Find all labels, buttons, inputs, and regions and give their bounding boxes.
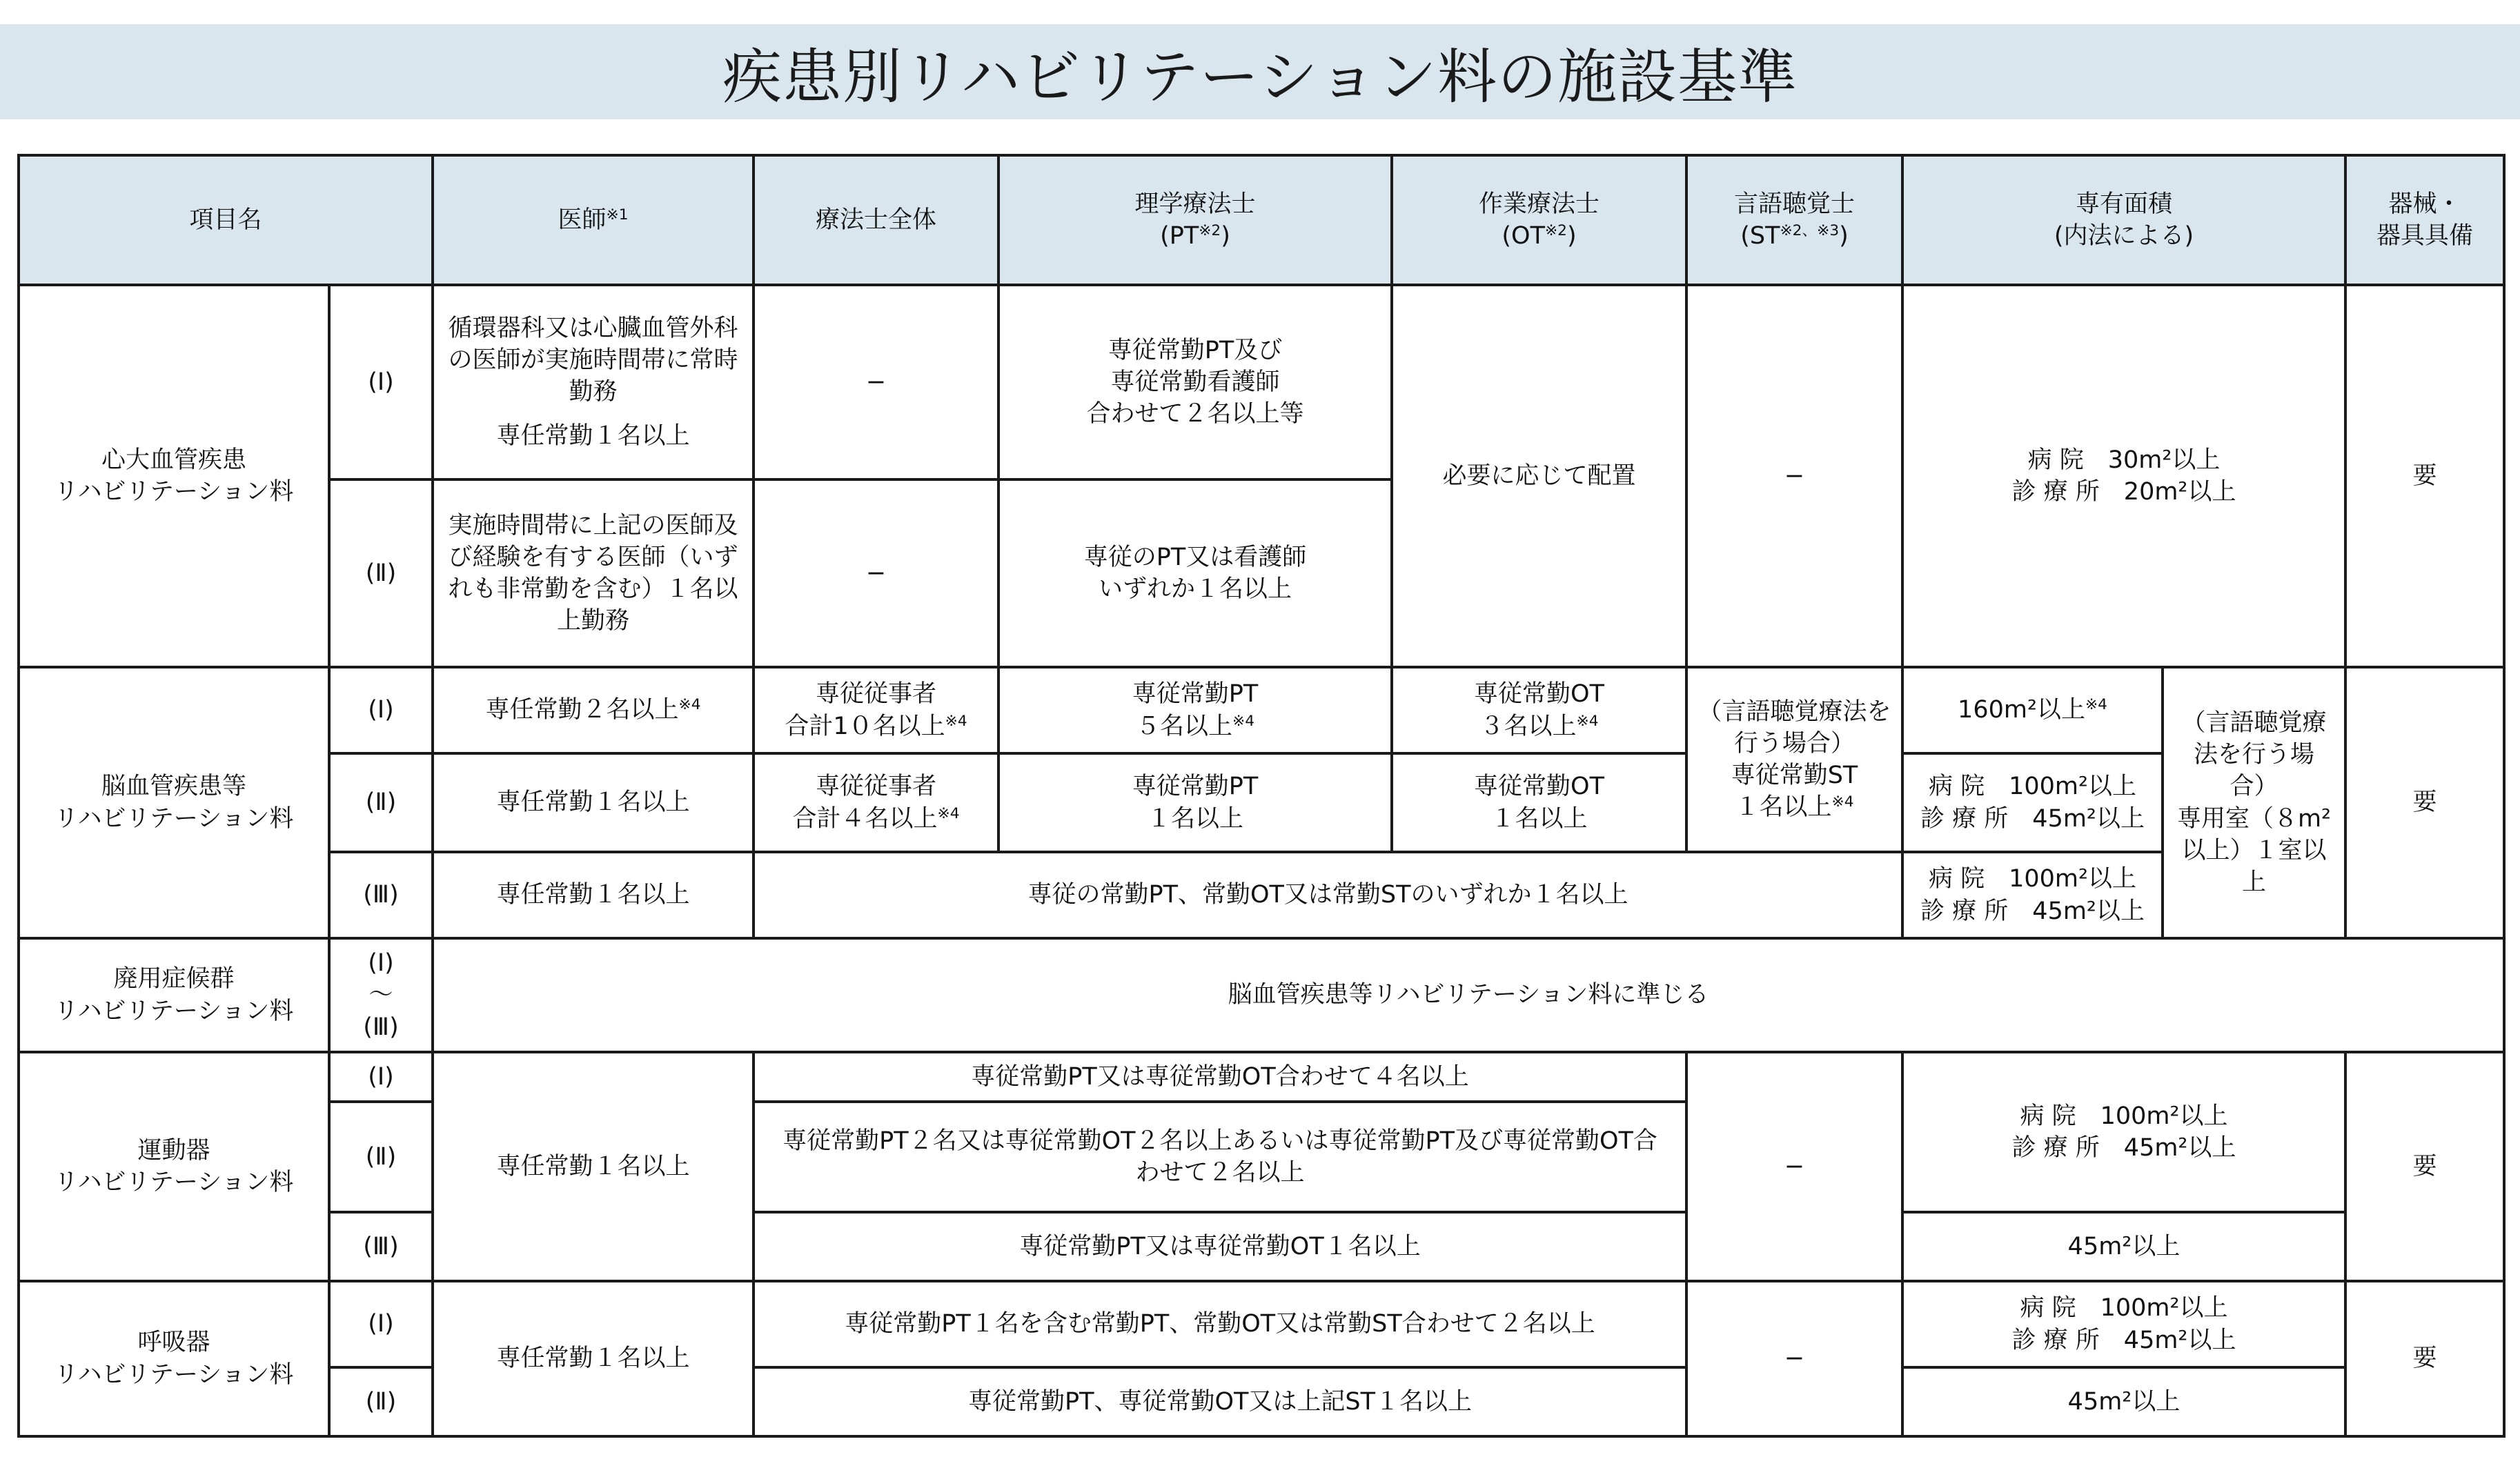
header-area bbox=[1902, 155, 2345, 285]
cardio-ii-therapist: − bbox=[754, 479, 998, 667]
category-cardio bbox=[19, 285, 329, 667]
cerebro-iii-area: 病 院 100m²以上 診 療 所 45m²以上 bbox=[1902, 852, 2163, 938]
cell-text: １名以上 bbox=[1490, 804, 1588, 833]
cerebro-i-area bbox=[1902, 667, 2163, 753]
cardio-i-pt: 専従常勤PT及び 専従常勤看護師 合わせて２名以上等 bbox=[998, 285, 1392, 479]
category-name-sub: リハビリテーション料 bbox=[54, 997, 294, 1025]
category-name: 運動器 bbox=[137, 1136, 210, 1164]
locomotor-i-staff: 専従常勤PT又は専従常勤OT合わせて４名以上 bbox=[754, 1052, 1686, 1102]
level-label: (Ⅲ) bbox=[329, 1212, 433, 1281]
cerebro-ii-ot bbox=[1392, 753, 1686, 852]
note-ref: ※2、※3 bbox=[1780, 222, 1840, 240]
category-locomotor bbox=[19, 1052, 329, 1281]
paren: ) bbox=[1221, 222, 1230, 250]
header-item-label: 項目名 bbox=[189, 206, 262, 234]
header-pt-label: 理学療法士 bbox=[1134, 190, 1256, 218]
cerebro-st bbox=[1686, 667, 1902, 852]
category-name: 呼吸器 bbox=[137, 1329, 210, 1357]
cell-text: 合計４名以上 bbox=[792, 804, 938, 833]
header-equip-label1: 器械・ bbox=[2388, 190, 2461, 218]
cerebro-ii-pt bbox=[998, 753, 1392, 852]
level-label: (Ⅲ) bbox=[329, 852, 433, 938]
level-label: (Ⅰ) bbox=[329, 285, 433, 479]
header-ot-label: 作業療法士 bbox=[1479, 190, 1600, 218]
note-ref: ※2 bbox=[1199, 222, 1221, 240]
cardio-ot: 必要に応じて配置 bbox=[1392, 285, 1686, 667]
cell-text: １名以上 bbox=[1147, 804, 1244, 833]
cell-text: 専従常勤OT bbox=[1474, 773, 1604, 801]
level-label: (Ⅱ) bbox=[329, 753, 433, 852]
header-row bbox=[19, 155, 2504, 285]
header-doctor-label: 医師 bbox=[558, 206, 607, 234]
category-name: 脳血管疾患等 bbox=[101, 773, 246, 801]
page-title: 疾患別リハビリテーション料の施設基準 bbox=[722, 43, 1798, 112]
category-cerebro bbox=[19, 667, 329, 938]
category-name: 心大血管疾患 bbox=[101, 446, 246, 474]
table-row bbox=[19, 1367, 2504, 1436]
cell-text: 160m²以上 bbox=[1958, 696, 2085, 724]
cerebro-equipment: 要 bbox=[2345, 667, 2504, 938]
cell-text: 循環器科又は心臓血管外科の医師が実施時間帯に常時勤務 bbox=[448, 314, 738, 406]
category-disuse bbox=[19, 938, 329, 1052]
cell-text: 専従常勤PT bbox=[1132, 680, 1259, 708]
level-label: (Ⅱ) bbox=[329, 479, 433, 667]
locomotor-st: − bbox=[1686, 1052, 1902, 1281]
header-pt bbox=[998, 155, 1392, 285]
header-ot bbox=[1392, 155, 1686, 285]
cell-text: ５名以上 bbox=[1136, 712, 1233, 740]
note-ref: ※4 bbox=[937, 804, 960, 822]
note-ref: ※2 bbox=[1544, 222, 1567, 240]
level-label: (Ⅲ) bbox=[363, 1013, 399, 1041]
level-range-label bbox=[329, 938, 433, 1052]
cell-text: 専従常勤PT bbox=[1132, 773, 1259, 801]
note-ref: ※4 bbox=[678, 696, 701, 714]
locomotor-ii-staff: 専従常勤PT２名又は専従常勤OT２名以上あるいは専従常勤PT及び専従常勤OT合わせて２名以上 bbox=[754, 1102, 1686, 1212]
cell-text: １名以上 bbox=[1735, 793, 1832, 822]
cardio-area: 病 院 30m²以上 診 療 所 20m²以上 bbox=[1902, 285, 2345, 667]
table-row bbox=[19, 1052, 2504, 1102]
cerebro-ii-area: 病 院 100m²以上 診 療 所 45m²以上 bbox=[1902, 753, 2163, 852]
cardio-i-doctor bbox=[433, 285, 754, 479]
respiratory-doctor: 専任常勤１名以上 bbox=[433, 1281, 754, 1436]
respiratory-ii-staff: 専従常勤PT、専従常勤OT又は上記ST１名以上 bbox=[754, 1367, 1686, 1436]
level-label: (Ⅰ) bbox=[368, 949, 394, 978]
table-row bbox=[19, 938, 2504, 1052]
header-area-label: 専有面積 bbox=[2076, 190, 2173, 218]
level-label: (Ⅰ) bbox=[329, 1281, 433, 1367]
category-name-sub: リハビリテーション料 bbox=[54, 478, 294, 506]
disuse-text: 脳血管疾患等リハビリテーション料に準じる bbox=[433, 938, 2504, 1052]
cerebro-ii-therapist bbox=[754, 753, 998, 852]
header-st bbox=[1686, 155, 1902, 285]
header-therapist-all: 療法士全体 bbox=[754, 155, 998, 285]
table-row bbox=[19, 852, 2504, 938]
respiratory-i-staff: 専従常勤PT１名を含む常勤PT、常勤OT又は常勤ST合わせて２名以上 bbox=[754, 1281, 1686, 1367]
level-label: (Ⅰ) bbox=[329, 667, 433, 753]
note-ref: ※4 bbox=[1232, 712, 1255, 730]
locomotor-iii-staff: 専従常勤PT又は専従常勤OT１名以上 bbox=[754, 1212, 1686, 1281]
cardio-ii-pt: 専従のPT又は看護師 いずれか１名以上 bbox=[998, 479, 1392, 667]
cell-text: 専任常勤１名以上 bbox=[496, 422, 690, 450]
cell-text: 専従常勤ST bbox=[1731, 762, 1858, 789]
paren: ) bbox=[1839, 222, 1849, 250]
header-equipment bbox=[2345, 155, 2504, 285]
cerebro-iii-doctor: 専任常勤１名以上 bbox=[433, 852, 754, 938]
note-ref: ※4 bbox=[1576, 712, 1599, 730]
cell-text: 専従従事者 bbox=[816, 773, 937, 801]
category-name-sub: リハビリテーション料 bbox=[54, 1360, 294, 1389]
level-range-tilde: 〜 bbox=[368, 981, 393, 1009]
locomotor-iii-area: 45m²以上 bbox=[1902, 1212, 2345, 1281]
cell-text: 合計1０名以上 bbox=[785, 712, 945, 740]
paren: ) bbox=[1566, 222, 1577, 250]
level-label: (Ⅰ) bbox=[329, 1052, 433, 1102]
header-pt-abbr: (PT bbox=[1160, 222, 1199, 250]
table-row bbox=[19, 1212, 2504, 1281]
note-ref: ※4 bbox=[2085, 696, 2107, 714]
cerebro-ii-doctor: 専任常勤１名以上 bbox=[433, 753, 754, 852]
header-st-abbr: (ST bbox=[1740, 222, 1780, 250]
cardio-i-therapist: − bbox=[754, 285, 998, 479]
cerebro-room: （言語聴覚療法を行う場合） 専用室（８m²以上）１室以上 bbox=[2163, 667, 2345, 938]
table-row bbox=[19, 753, 2504, 852]
cerebro-iii-staff: 専従の常勤PT、常勤OT又は常勤STのいずれか１名以上 bbox=[754, 852, 1902, 938]
level-label: (Ⅱ) bbox=[329, 1102, 433, 1212]
cerebro-i-pt bbox=[998, 667, 1392, 753]
cardio-st: − bbox=[1686, 285, 1902, 667]
category-name: 廃用症候群 bbox=[113, 965, 235, 993]
note-ref: ※4 bbox=[945, 712, 967, 730]
respiratory-i-area: 病 院 100m²以上 診 療 所 45m²以上 bbox=[1902, 1281, 2345, 1367]
cardio-ii-doctor: 実施時間帯に上記の医師及び経験を有する医師（いずれも非常勤を含む）１名以上勤務 bbox=[433, 479, 754, 667]
header-item bbox=[19, 155, 433, 285]
cell-text: （言語聴覚療法を行う場合） bbox=[1697, 697, 1891, 757]
cell-text: 専任常勤２名以上 bbox=[485, 696, 679, 724]
category-name-sub: リハビリテーション料 bbox=[54, 1169, 294, 1196]
header-doctor bbox=[433, 155, 754, 285]
locomotor-equipment: 要 bbox=[2345, 1052, 2504, 1281]
respiratory-st: − bbox=[1686, 1281, 1902, 1436]
cell-text: 専従従事者 bbox=[816, 680, 937, 708]
table-row bbox=[19, 285, 2504, 479]
header-st-label: 言語聴覚士 bbox=[1734, 190, 1855, 218]
cell-text: ３名以上 bbox=[1479, 712, 1577, 740]
cerebro-i-ot bbox=[1392, 667, 1686, 753]
respiratory-equipment: 要 bbox=[2345, 1281, 2504, 1436]
respiratory-ii-area: 45m²以上 bbox=[1902, 1367, 2345, 1436]
category-name-sub: リハビリテーション料 bbox=[54, 804, 294, 833]
facility-standards-table bbox=[17, 154, 2506, 1438]
locomotor-area: 病 院 100m²以上 診 療 所 45m²以上 bbox=[1902, 1052, 2345, 1212]
category-respiratory bbox=[19, 1281, 329, 1436]
table-row bbox=[19, 667, 2504, 753]
header-ot-abbr: (OT bbox=[1502, 222, 1545, 250]
table-row bbox=[19, 1281, 2504, 1367]
cardio-equipment: 要 bbox=[2345, 285, 2504, 667]
cerebro-i-therapist bbox=[754, 667, 998, 753]
note-ref: ※1 bbox=[606, 206, 629, 224]
header-area-sub: (内法による) bbox=[2054, 222, 2194, 250]
locomotor-doctor: 専任常勤１名以上 bbox=[433, 1052, 754, 1281]
level-label: (Ⅱ) bbox=[329, 1367, 433, 1436]
cell-text: 専従常勤OT bbox=[1474, 680, 1604, 708]
cerebro-i-doctor bbox=[433, 667, 754, 753]
header-equip-label2: 器具具備 bbox=[2376, 222, 2474, 250]
note-ref: ※4 bbox=[1831, 793, 1854, 811]
